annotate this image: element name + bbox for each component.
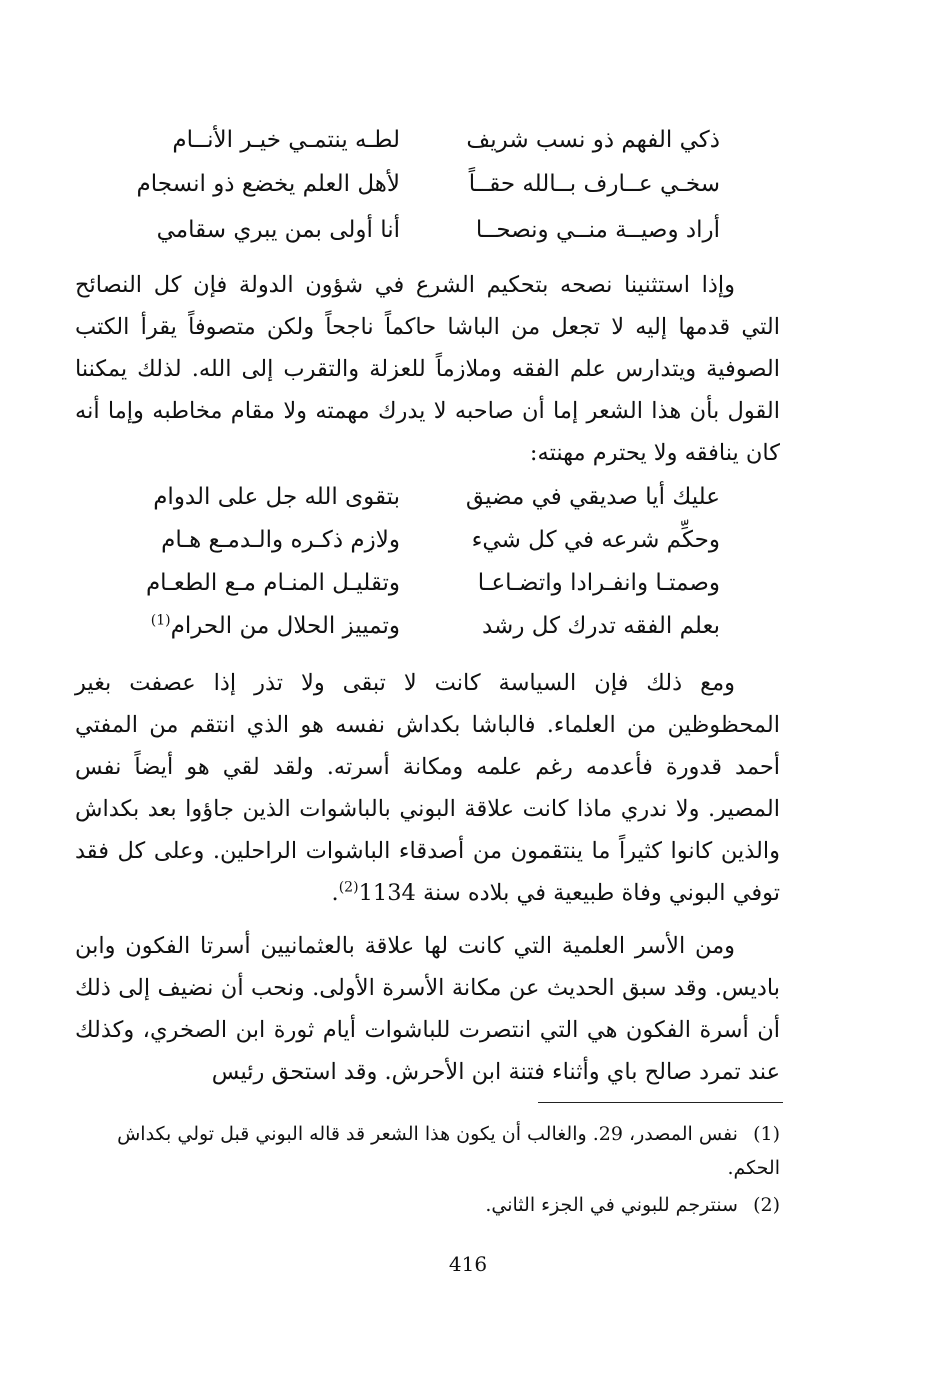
body-paragraph bbox=[75, 662, 780, 914]
verse-second-hemistich: بتقوى الله جل على الدوام bbox=[153, 484, 400, 510]
paragraph-text: وإذا استثنينا نصحه بتحكيم الشرع في شؤون الدولة فإن كل النصائح التي قدمها إليه لا تجعل من الباشا حاكماً ناجحاً ولكن متصوفاً يقرأ الكتب الصوفية ويتدارس علم الفقه وملازماً للعزلة والتقرب إلى الله. لذلك يمكننا القول بأن هذا الشعر إما أن صاحبه لا يدرك مهمته ولا مقام مخاطبه وإما أنه كان ينافقه ولا يحترم مهنته: bbox=[75, 272, 780, 466]
verse-second-hemistich bbox=[130, 603, 400, 649]
poem-verse bbox=[120, 603, 720, 649]
footnote bbox=[75, 1188, 780, 1222]
verse-second-hemistich: ولازم ذكـره والـدمـع هـام bbox=[161, 527, 400, 553]
paragraph-body: ومع ذلك فإن السياسة كانت لا تبقى ولا تذر إذا عصفت بغير المحظوظين من العلماء. فالباشا بكداش نفسه هو الذي انتقم من المفتي أحمد قدورة فأعدمه رغم علمه ومكانة أسرته. ولقد لقي هو أيضاً نفس المصير. ولا ندري ماذا كانت علاقة البوني بالباشوات الذين جاؤوا بعد بكداش والذين كانوا كثيراً ما ينتقمون من أصدقاء الباشوات الراحلين. وعلى كل فقد توفي البوني وفاة طبيعية في بلاده سنة 1134 bbox=[75, 670, 780, 906]
poem-verse bbox=[120, 207, 720, 253]
footnote-divider bbox=[538, 1102, 783, 1103]
verse-second-hemistich: لأهل العلم يخضع ذو انسجام bbox=[136, 171, 400, 197]
footnote-number: (1) bbox=[753, 1123, 780, 1145]
verse-second-hemistich: وتقليـل المنـام مـع الطعـام bbox=[145, 570, 400, 596]
poem-verse bbox=[120, 474, 720, 520]
verse-first-hemistich: بعلم الفقه تدرك كل رشد bbox=[481, 613, 720, 639]
footnote-text: نفس المصدر، 29. والغالب أن يكون هذا الشعر قد قاله البوني قبل تولي بكداش الحكم. bbox=[117, 1123, 780, 1179]
body-paragraph bbox=[75, 925, 780, 1093]
page-number: 416 bbox=[448, 1252, 488, 1276]
poem-verse bbox=[120, 161, 720, 207]
body-paragraph bbox=[75, 264, 780, 474]
verse-first-hemistich: أراد وصيــة منــي ونصحــا bbox=[475, 217, 720, 243]
poem-verse bbox=[120, 560, 720, 606]
verse-first-hemistich: ذكي الفهم ذو نسب شريف bbox=[466, 127, 720, 153]
footnote-ref[interactable]: (1) bbox=[150, 612, 171, 629]
footnote bbox=[75, 1117, 780, 1185]
verse-second-hemistich: لطـه ينتمـي خيـر الأنــام bbox=[172, 127, 400, 153]
paragraph-text: ومن الأسر العلمية التي كانت لها علاقة بالعثمانيين أسرتا الفكون وابن باديس. وقد سبق الحديث عن مكانة الأسرة الأولى. ونحب أن نضيف إلى ذلك أن أسرة الفكون هي التي انتصرت للباشوات أيام ثورة ابن الصخري، وكذلك عند تمرد صالح باي وأثناء فتنة ابن الأحرش. وقد استحق رئيس bbox=[75, 933, 781, 1085]
verse-first-hemistich: وحكِّم شرعه في كل شيء bbox=[471, 527, 720, 553]
footnote-number: (2) bbox=[753, 1194, 780, 1216]
verse-second-hemistich: أنا أولى بمن يبري سقامي bbox=[156, 217, 400, 243]
paragraph-text bbox=[75, 662, 780, 914]
poem-verse bbox=[120, 117, 720, 163]
poem-verse bbox=[120, 517, 720, 563]
sentence-end: . bbox=[331, 880, 339, 906]
footnote-text: سنترجم للبوني في الجزء الثاني. bbox=[485, 1194, 738, 1216]
verse-first-hemistich: وصمتـا وانفـرادا واتضـاعـا bbox=[477, 570, 720, 596]
verse-first-hemistich: سخـي عــارف بــالله حقــاً bbox=[468, 171, 720, 197]
verse-first-hemistich: عليك أيا صديقي في مضيق bbox=[465, 484, 720, 510]
verse-text: وتمييز الحلال من الحرام bbox=[170, 613, 400, 639]
footnote-ref[interactable]: (2) bbox=[338, 879, 359, 896]
